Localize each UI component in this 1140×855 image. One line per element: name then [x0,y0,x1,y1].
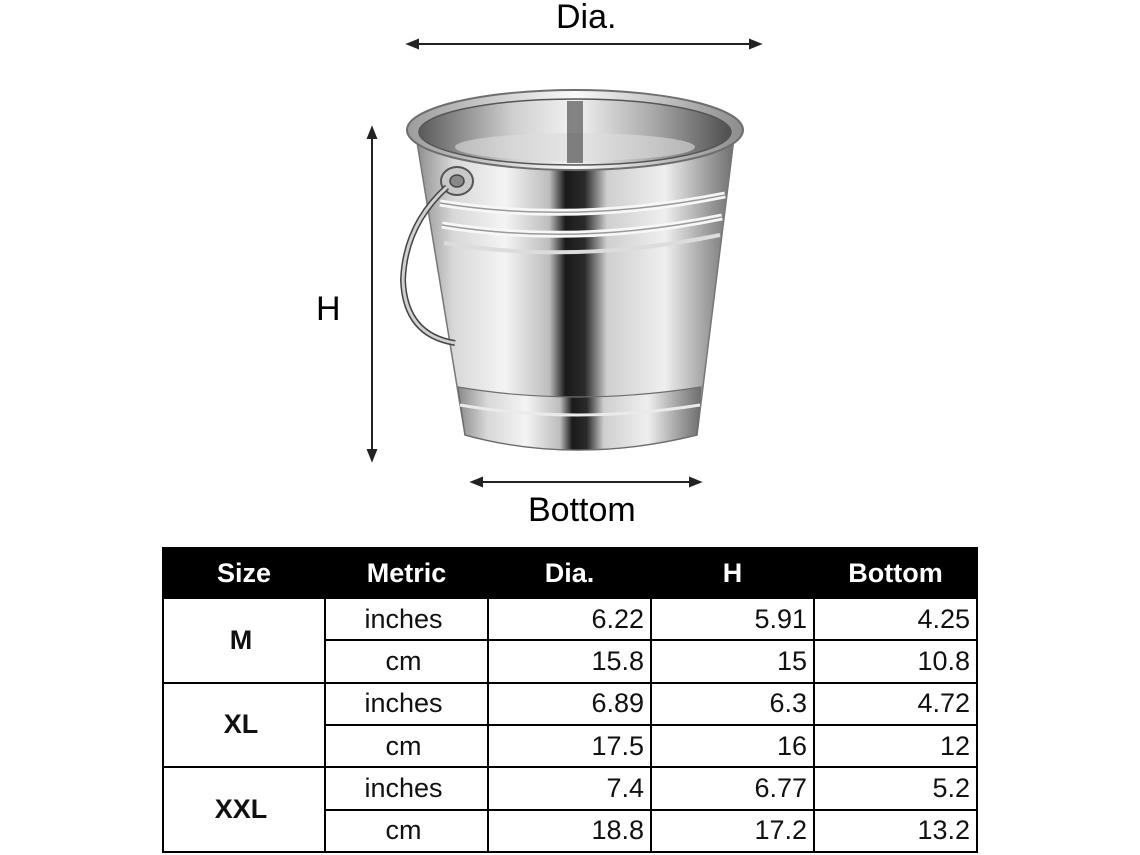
table-header-row [163,548,977,598]
metric-cell: inches [325,598,488,640]
height-label: H [316,290,341,328]
header-bottom: Bottom [814,548,977,598]
h-cell: 5.91 [651,598,814,640]
h-cell: 16 [651,725,814,767]
metric-cell: cm [325,725,488,767]
table-row [163,767,977,809]
metric-cell: cm [325,810,488,852]
header-metric: Metric [325,548,488,598]
bottom-cell: 12 [814,725,977,767]
metric-cell: inches [325,767,488,809]
size-cell: XL [163,683,325,768]
bottom-label: Bottom [528,491,636,529]
bottom-cell: 4.72 [814,683,977,725]
h-cell: 17.2 [651,810,814,852]
header-h: H [651,548,814,598]
diameter-label: Dia. [556,0,617,36]
bottom-cell: 10.8 [814,640,977,682]
header-dia: Dia. [488,548,651,598]
header-size: Size [163,548,325,598]
dia-cell: 6.89 [488,683,651,725]
table-row [163,598,977,640]
size-cell: M [163,598,325,683]
dia-cell: 17.5 [488,725,651,767]
size-cell: XXL [163,767,325,852]
dia-cell: 15.8 [488,640,651,682]
table-row [163,683,977,725]
metric-cell: cm [325,640,488,682]
size-table [162,547,978,853]
dia-cell: 7.4 [488,767,651,809]
bottom-cell: 13.2 [814,810,977,852]
dia-cell: 6.22 [488,598,651,640]
dia-cell: 18.8 [488,810,651,852]
bottom-cell: 4.25 [814,598,977,640]
metric-cell: inches [325,683,488,725]
h-cell: 6.3 [651,683,814,725]
h-cell: 15 [651,640,814,682]
bottom-cell: 5.2 [814,767,977,809]
bucket-image [395,75,765,460]
h-cell: 6.77 [651,767,814,809]
